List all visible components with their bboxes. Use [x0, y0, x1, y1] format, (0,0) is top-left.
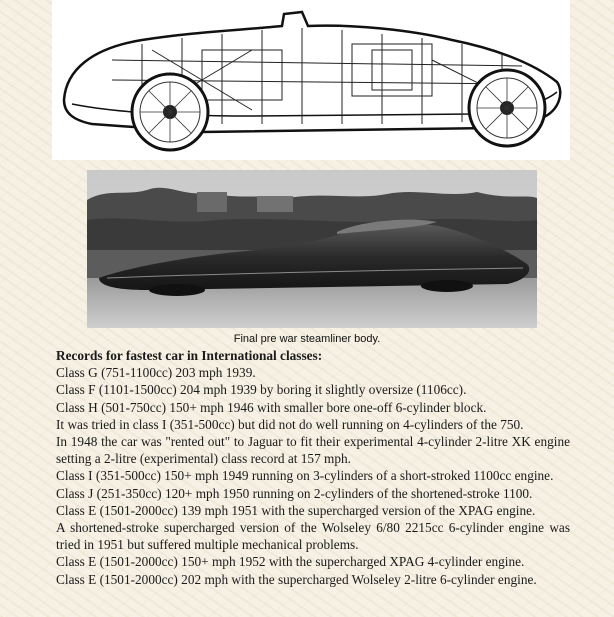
- record-line: Class H (501-750cc) 150+ mph 1946 with smaller bore one-off 6-cylinder block.: [56, 399, 487, 415]
- streamliner-photo-art: [87, 170, 537, 328]
- record-line: Class I (351-500cc) 150+ mph 1949 running on 3-cylinders of a short-stroked 1100cc engine.: [56, 468, 554, 484]
- photo-caption: Final pre war steamliner body.: [233, 333, 381, 345]
- record-line: Class G (751-1100cc) 203 mph 1939.: [56, 365, 256, 381]
- record-line: In 1948 the car was "rented out" to Jaguar to fit their experimental 4-cylinder 2-litre XK engine setting a 2-litre (experimental) class record at 157 mph.: [56, 434, 570, 467]
- record-line: Class F (1101-1500cc) 204 mph 1939 by boring it slightly oversize (1106cc).: [56, 382, 467, 398]
- record-line: Class J (251-350cc) 120+ mph 1950 running on 2-cylinders of the shortened-stroke 1100.: [56, 485, 533, 501]
- records-heading: Records for fastest car in International classes:: [56, 348, 323, 363]
- front-wheel: [132, 74, 208, 150]
- records-section: [56, 347, 570, 588]
- record-line: Class E (1501-2000cc) 139 mph 1951 with the supercharged version of the XPAG engine.: [56, 502, 536, 518]
- cutaway-drawing-art: [52, 0, 570, 160]
- cutaway-drawing: [52, 0, 570, 160]
- record-line: It was tried in class I (351-500cc) but did not do well running on 4-cylinders of the 750.: [56, 416, 524, 432]
- record-line: Class E (1501-2000cc) 150+ mph 1952 with the supercharged XPAG 4-cylinder engine.: [56, 554, 525, 570]
- record-line: A shortened-stroke supercharged version of the Wolseley 6/80 2215cc 6-cylinder engine was tried in 1951 but suffered multiple mechanical problems.: [56, 520, 570, 553]
- streamliner-photo: [87, 170, 537, 328]
- rear-wheel: [469, 70, 545, 146]
- record-line: Class E (1501-2000cc) 202 mph with the supercharged Wolseley 2-litre 6-cylinder engine.: [56, 571, 537, 587]
